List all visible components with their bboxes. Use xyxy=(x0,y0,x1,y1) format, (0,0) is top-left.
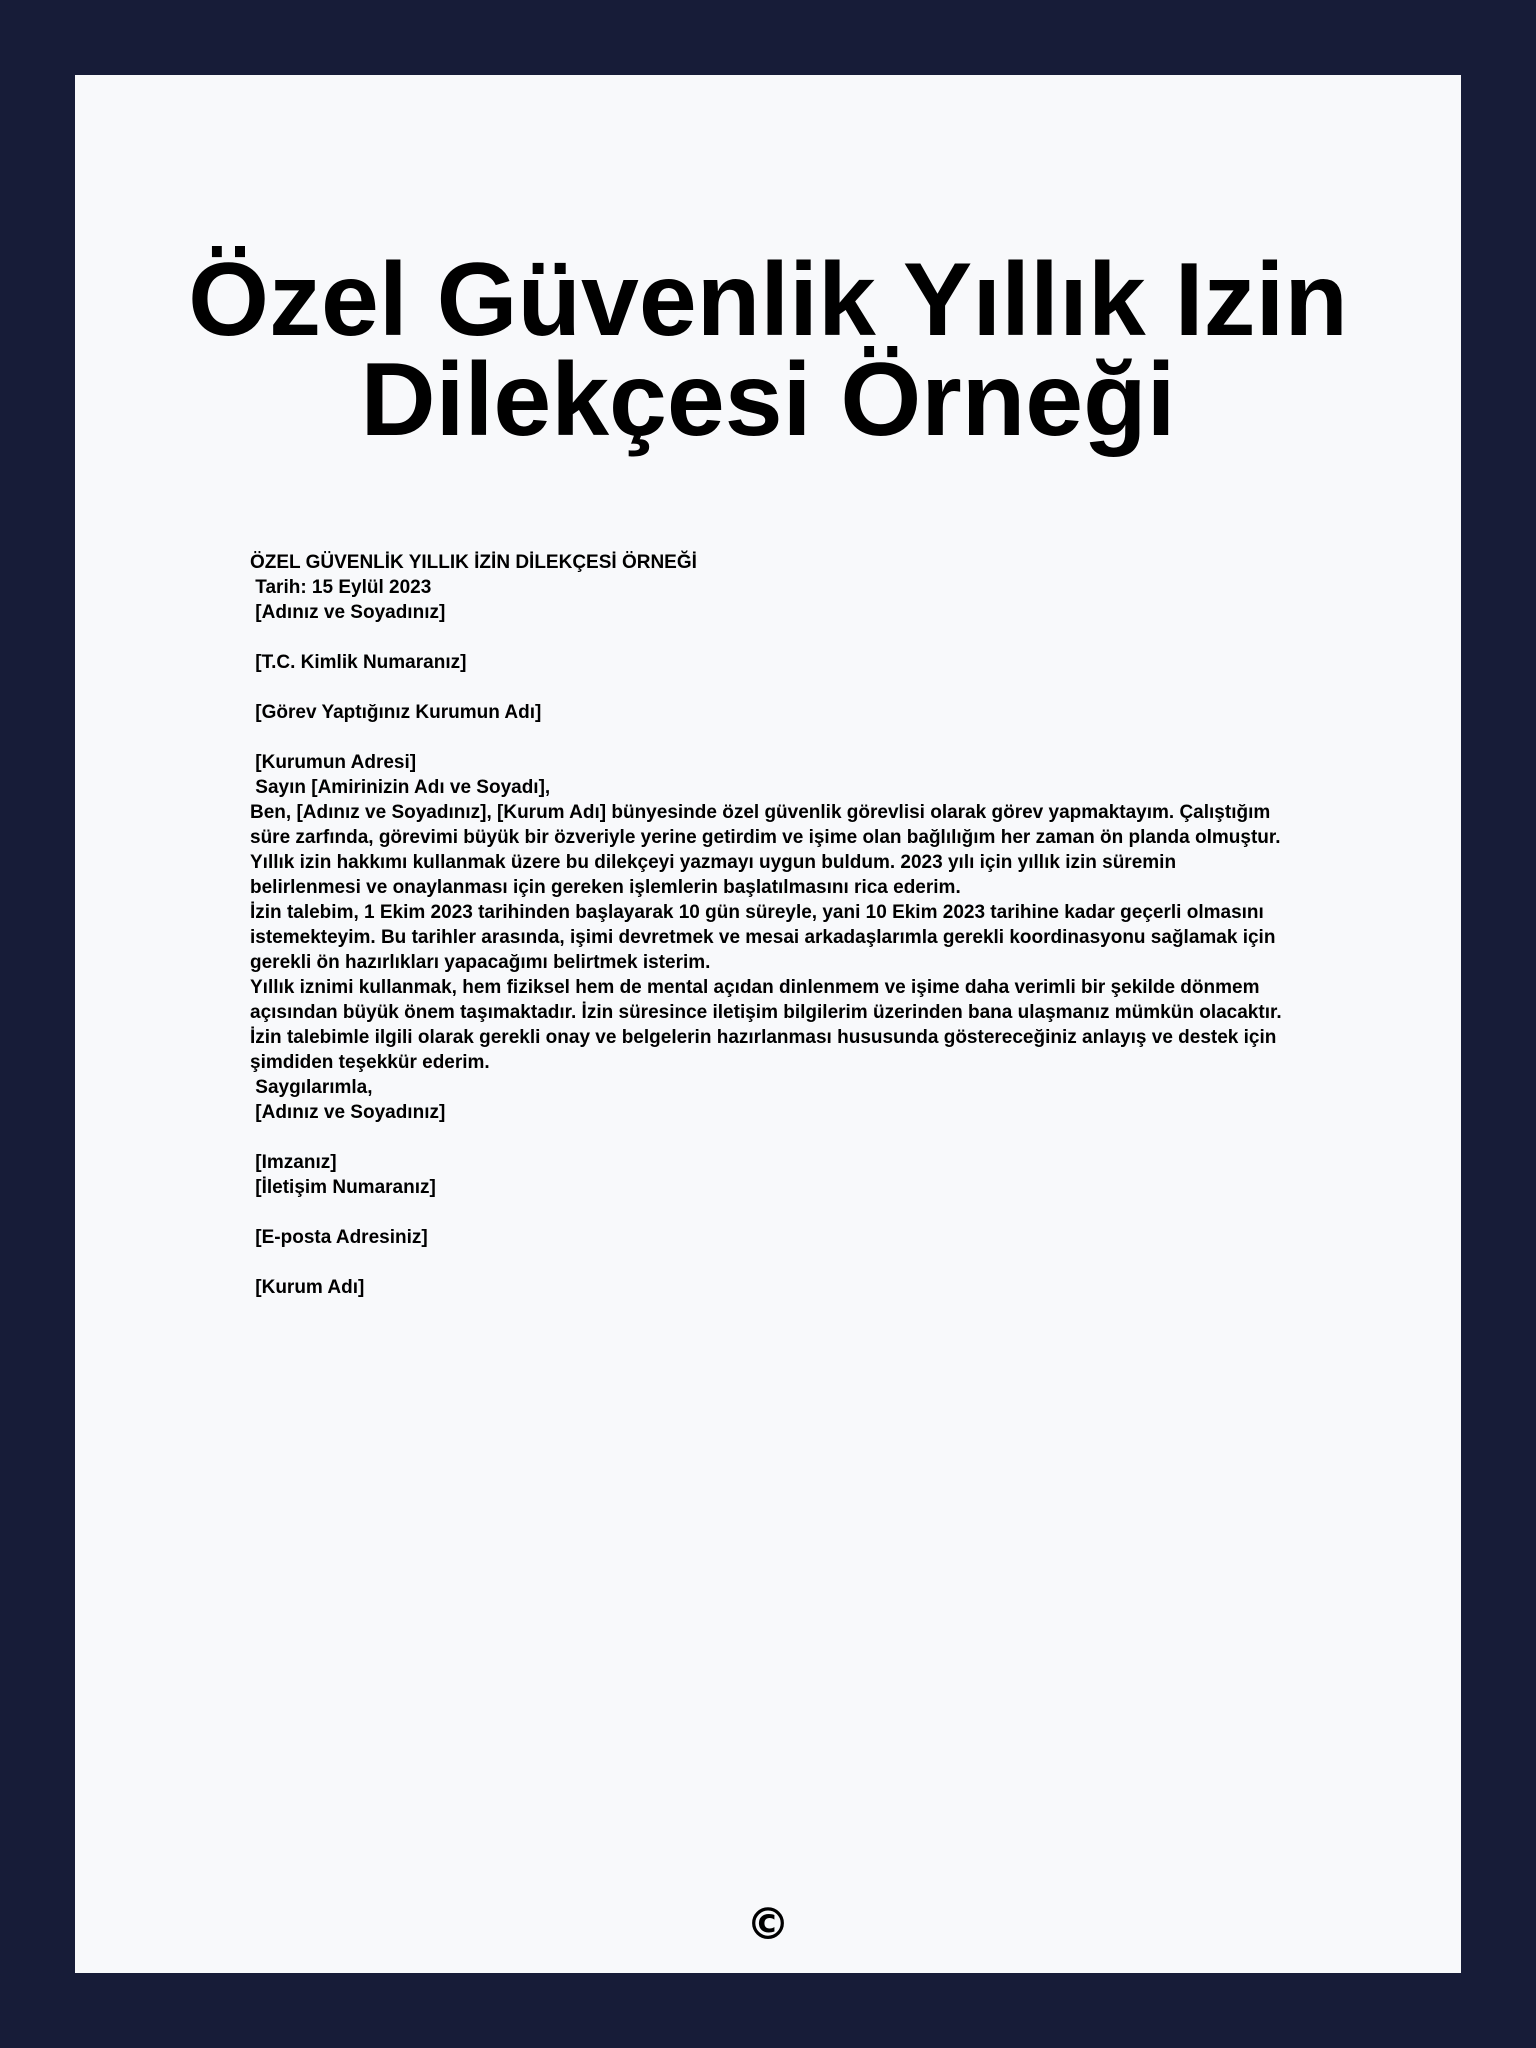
page-title: Özel Güvenlik Yıllık Izin Dilekçesi Örneği xyxy=(188,242,1348,458)
letter-paragraph: Ben, [Adınız ve Soyadınız], [Kurum Adı] bünyesinde özel güvenlik görevlisi olarak görev yapmaktayım. Çalıştığım süre zarfında, görevimi büyük bir özveriyle yerine getirdim ve işime olan bağlılığım her zaman ön planda olmuştur. xyxy=(250,802,1281,848)
letter-paragraph: İzin talebim, 1 Ekim 2023 tarihinden başlayarak 10 gün süreyle, yani 10 Ekim 2023 tarihine kadar geçerli olmasını istemekteyim. Bu tarihler arasında, işimi devretmek ve mesai arkadaşlarımla gerekli koordinasyonu sağlamak için gerekli ön hazırlıkları yapacağımı belirtmek isterim. xyxy=(250,902,1281,973)
letter-line: Saygılarımla, xyxy=(250,1077,373,1098)
letter-line: [Adınız ve Soyadınız] xyxy=(250,1102,446,1123)
letter-line: Tarih: 15 Eylül 2023 xyxy=(250,577,432,598)
letter-line: [Kurumun Adresi] xyxy=(250,752,417,773)
letter-line: [Imzanız] xyxy=(250,1152,337,1173)
letter-paragraph: İzin talebimle ilgili olarak gerekli onay ve belgelerin hazırlanması hususunda göstereceğiniz anlayış ve destek için şimdiden teşekkür ederim. xyxy=(250,1027,1282,1073)
letter-paragraph: Yıllık iznimi kullanmak, hem fiziksel hem de mental açıdan dinlenmem ve işime daha verimli bir şekilde dönmem açısından büyük önem taşımaktadır. İzin süresince iletişim bilgilerim üzerinden bana ulaşmanız mümkün olacaktır. xyxy=(250,977,1282,1023)
letter-line xyxy=(250,1250,1290,1275)
document-page xyxy=(75,75,1461,1973)
letter-line: ÖZEL GÜVENLİK YILLIK İZİN DİLEKÇESİ ÖRNEĞİ xyxy=(250,552,697,573)
letter-line xyxy=(250,1125,1290,1150)
letter-line xyxy=(250,625,1290,650)
letter-line xyxy=(250,675,1290,700)
letter-line: [Görev Yaptığınız Kurumun Adı] xyxy=(250,702,542,723)
letter-body xyxy=(250,550,1290,1300)
letter-line: [E-posta Adresiniz] xyxy=(250,1227,428,1248)
copyright-icon: © xyxy=(746,1899,790,1950)
letter-line: [T.C. Kimlik Numaranız] xyxy=(250,652,467,673)
letter-line xyxy=(250,1200,1290,1225)
letter-line: [Kurum Adı] xyxy=(250,1277,365,1298)
letter-line: Sayın [Amirinizin Adı ve Soyadı], xyxy=(250,777,551,798)
letter-paragraph: Yıllık izin hakkımı kullanmak üzere bu dilekçeyi yazmayı uygun buldum. 2023 yılı için yıllık izin süremin belirlenmesi ve onaylanması için gereken işlemlerin başlatılmasını rica ederim. xyxy=(250,852,1182,898)
letter-line: [İletişim Numaranız] xyxy=(250,1177,436,1198)
letter-line xyxy=(250,725,1290,750)
letter-line: [Adınız ve Soyadınız] xyxy=(250,602,446,623)
